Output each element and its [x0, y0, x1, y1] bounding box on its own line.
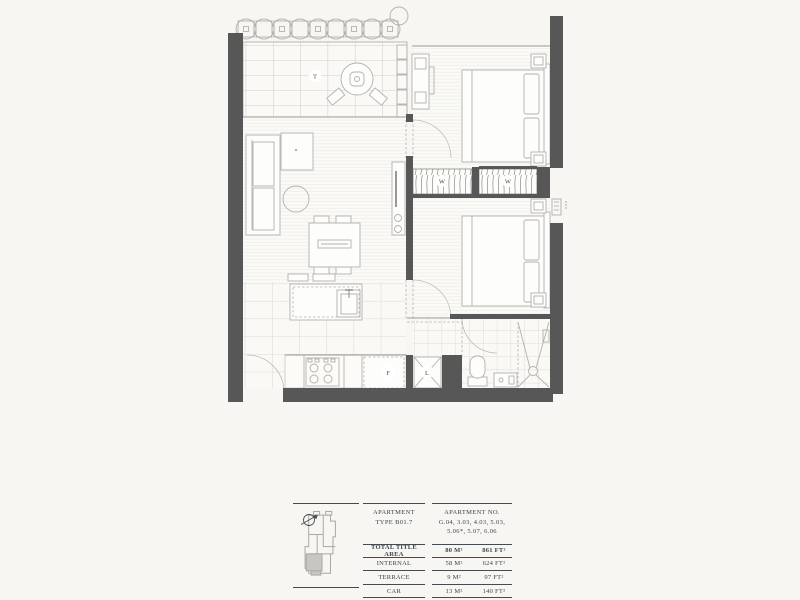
metric-value: 9 M²: [447, 573, 461, 581]
wardrobe-2: [479, 169, 537, 194]
row-label: CAR: [363, 585, 425, 599]
nightstand: [531, 199, 546, 213]
laundry-letter: L: [425, 369, 429, 377]
area-table: [363, 544, 512, 598]
apartment-no-header: [432, 503, 512, 537]
row-label: TERRACE: [363, 571, 425, 585]
metric-value: 80 M²: [445, 547, 463, 555]
apartment-no-line2: G.04, 3.03, 4.03, 5.03,: [438, 518, 506, 526]
nightstand: [531, 152, 546, 166]
armchair: [281, 133, 313, 170]
apartment-type-line2: TYPE B01.7: [375, 518, 413, 526]
highlighted-unit: [306, 554, 322, 571]
wardrobe-letter: W: [438, 178, 446, 186]
terrace-label: [309, 70, 321, 82]
imperial-value: 97 FT²: [484, 573, 504, 581]
fridge: [364, 357, 404, 388]
imperial-value: 861 FT²: [482, 547, 506, 555]
wardrobe-letter: W: [504, 178, 512, 186]
row-label: INTERNAL: [363, 558, 425, 572]
apartment-no-line1: APARTMENT NO.: [444, 509, 500, 516]
service-box: [552, 199, 567, 215]
apartment-type-header: [363, 503, 425, 527]
metric-value: 13 M²: [445, 587, 463, 595]
imperial-value: 624 FT²: [482, 560, 506, 568]
bed-1: [462, 70, 544, 162]
bed-2: [462, 216, 544, 306]
vanity: [494, 373, 517, 387]
metric-value: 58 M²: [445, 560, 463, 568]
terrace-floor: [243, 42, 407, 117]
dining-set: [309, 216, 360, 274]
wardrobe-1: [413, 169, 472, 194]
north-arrow-icon: [299, 510, 319, 530]
keyplan-block: [293, 503, 359, 588]
laundry: [414, 357, 441, 388]
apartment-type-line1: APARTMENT: [373, 509, 415, 516]
fridge-letter: F: [386, 369, 390, 377]
table-row: [363, 558, 512, 572]
imperial-value: 140 FT²: [482, 587, 506, 595]
table-row: [363, 571, 512, 585]
nightstand: [531, 293, 546, 307]
tv-unit: [392, 162, 405, 235]
nightstand: [531, 54, 546, 68]
toilet: [470, 356, 485, 378]
apartment-no-line3: 5.06*, 5.07, 6.06: [447, 528, 497, 535]
row-label: TOTAL TITLE AREA: [363, 544, 425, 558]
table-row: [363, 585, 512, 599]
terrace-letter: T: [313, 73, 317, 81]
table-row: [363, 544, 512, 558]
sofa: [246, 135, 280, 235]
